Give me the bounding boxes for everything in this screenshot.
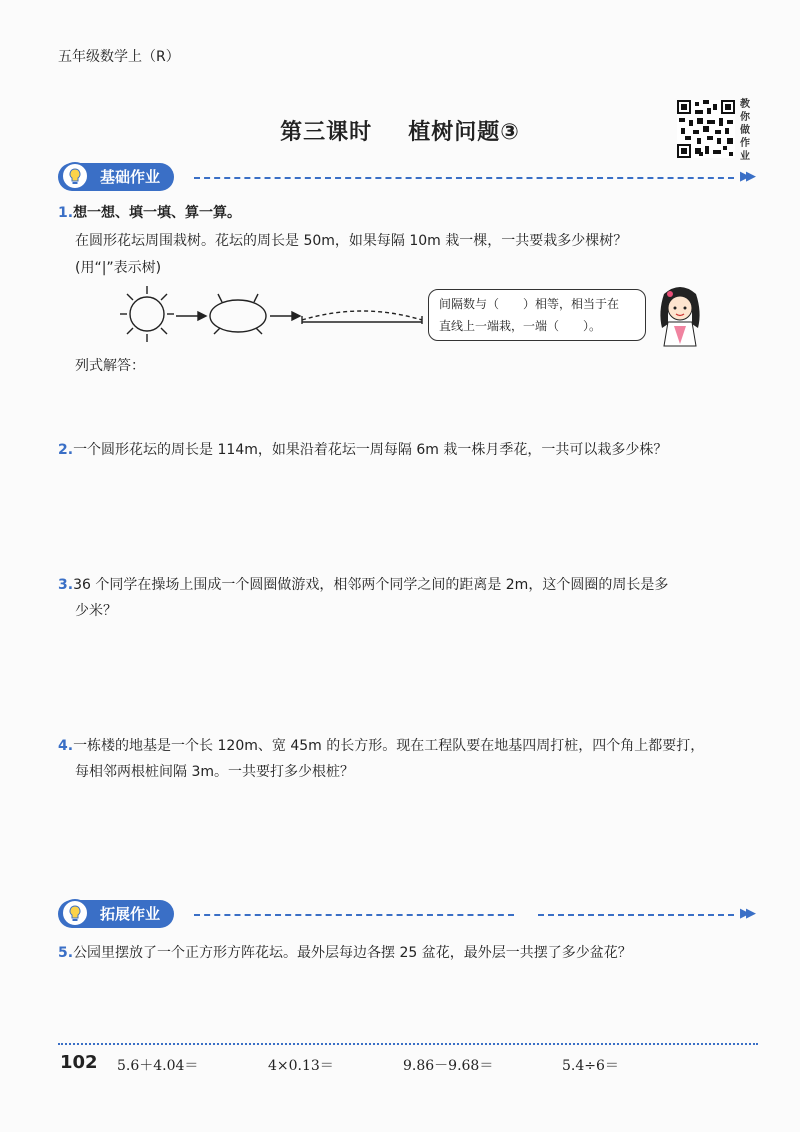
section-divider — [194, 177, 734, 179]
question-1-hint: (用“|”表示树) — [75, 260, 162, 276]
lesson-label: 第三课时 — [280, 120, 373, 145]
lightbulb-icon — [60, 898, 90, 928]
question-3: 3.36 个同学在操场上围成一个圆圈做游戏，相邻两个同学之间的距离是 2m，这个圆圈的周长是多 少米？ — [58, 577, 669, 619]
section-basic-label: 基础作业 — [58, 163, 174, 191]
page-number: 102 — [60, 1052, 98, 1073]
qr-code-icon[interactable] — [677, 100, 735, 158]
girl-cartoon-icon — [650, 280, 710, 350]
footer-divider — [58, 1043, 758, 1045]
double-arrow-icon: ▶▶ — [740, 169, 752, 184]
section-divider — [194, 914, 514, 916]
section-extended-header — [58, 900, 758, 930]
question-1-text: 在圆形花坛周围栽树。花坛的周长是 50m，如果每隔 10m 栽一棵，一共要栽多少棵树？ — [75, 233, 628, 249]
answer-label: 列式解答： — [75, 358, 145, 374]
topic-label: 植树问题③ — [408, 120, 520, 145]
double-arrow-icon: ▶▶ — [740, 906, 752, 921]
mental-calc-1: 5.6＋4.04＝ — [117, 1058, 199, 1074]
question-4: 4.一栋楼的地基是一个长 120m、宽 45m 的长方形。现在工程队要在地基四周打桩，四个角上都要打， 每相邻两根桩间隔 3m。一共要打多少根桩？ — [58, 738, 705, 780]
mental-calc-3: 9.86－9.68＝ — [403, 1058, 494, 1074]
mental-calc-4: 5.4÷6＝ — [562, 1058, 619, 1074]
question-5: 5.公园里摆放了一个正方形方阵花坛。最外层每边各摆 25 盆花，最外层一共摆了多少盆花？ — [58, 945, 632, 961]
hint-speech-bubble: 间隔数与（ ）相等，相当于在 直线上一端栽，一端（ ）。 — [428, 289, 646, 341]
question-2: 2.一个圆形花坛的周长是 114m，如果沿着花坛一周每隔 6m 栽一株月季花，一共可以栽多少株？ — [58, 442, 668, 458]
section-divider — [538, 914, 734, 916]
tree-planting-diagram — [110, 280, 430, 350]
qr-caption: 教 你 做 作 业 — [740, 99, 750, 162]
question-1-heading: 1.想一想、填一填、算一算。 — [58, 205, 242, 221]
section-extended-label: 拓展作业 — [58, 900, 174, 928]
mental-calc-2: 4×0.13＝ — [268, 1058, 334, 1074]
section-basic-header — [58, 163, 758, 193]
lightbulb-icon — [60, 161, 90, 191]
grade-header: 五年级数学上（R） — [58, 49, 180, 65]
